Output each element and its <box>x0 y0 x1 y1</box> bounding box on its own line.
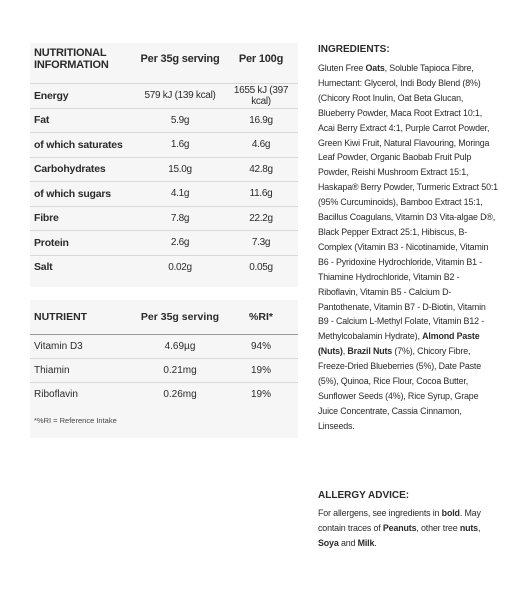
nutrient-per-100g: 16.9g <box>249 114 273 126</box>
nutrition-header-per-serving: Per 35g serving <box>140 53 220 65</box>
allergy-advice-section <box>318 490 498 551</box>
nutrient-per-100g: 7.3g <box>251 237 271 249</box>
nutrition-row-salt <box>30 255 298 280</box>
vitamin-ri: 19% <box>250 365 271 376</box>
allergy-text-segment: For allergens, see ingredients in <box>318 508 442 518</box>
ingredients-section <box>318 44 498 434</box>
nutrient-name: Fibre <box>34 212 59 225</box>
nutrient-name: Carbohydrates <box>34 163 106 176</box>
nutrient-per-serving: 15.0g <box>168 163 192 175</box>
vitamin-per-serving: 0.26mg <box>163 389 197 400</box>
allergy-text-segment: , other tree <box>416 522 460 533</box>
vitamin-row-d3 <box>30 334 298 358</box>
ingredients-title: INGREDIENTS: <box>318 44 390 55</box>
nutrition-header-label: NUTRITIONAL INFORMATION <box>34 47 109 71</box>
nutrient-per-100g: 22.2g <box>249 212 273 224</box>
nutrition-table-bottom-spacer <box>30 279 298 287</box>
vitamin-row-thiamin <box>30 358 298 382</box>
vitamins-table-header <box>30 300 298 334</box>
nutrient-name: Protein <box>34 236 69 249</box>
nutrient-per-100g: 4.6g <box>251 139 271 151</box>
vitamin-per-serving: 0.21mg <box>163 365 197 376</box>
nutrition-header-per-100g: Per 100g <box>238 53 284 65</box>
vitamins-header-label: NUTRIENT <box>34 311 88 323</box>
nutrition-table <box>30 43 298 287</box>
ingredient-text-segment: , Soluble Tapioca Fibre, Humectant: Glycerol, Indi Body Blend (8%) (Chicory Root Inulin, Oat Beta Glucan, Blueberry Powder, Maca Root Extract 10:1, Acai Berry Extract 4:1, Purple Carrot Powder, Green Kiwi Fruit, Natural Flavouring, Moringa Leaf Powder, Organic Baobab Fruit Pulp Powder, Reishi Mushroom Extract 15:1, Haskapa® Berry Powder, Turmeric Extract 50:1 (95% Curcuminoids), Bamboo Extract 15:1, Bacillus Coagulans, Vitamin D3 Vita-algae D®, Black Pepper Extract 25:1, Hibiscus, B-Complex (Vitamin B3 - Nicotinamide, Vitamin B6 - Pyridoxine Hydrochloride, Vitamin B1 - Thiamine Hydrochloride, Vitamin B2 -Riboflavin, Vitamin B5 - Calcium D-Pantothenate, Vitamin B7 - D-Biotin, Vitamin B9 - Calcium L-Methyl Folate, Vitamin B12 - Methylcobalamin Hydrate), <box>318 63 498 342</box>
nutrient-name: Salt <box>34 261 53 274</box>
nutrient-per-100g: 11.6g <box>249 188 273 200</box>
nutrition-row-saturates <box>30 132 298 157</box>
nutrition-row-fibre <box>30 206 298 231</box>
nutrient-name: of which sugars <box>34 187 111 200</box>
ingredient-allergen: Almond Paste (Nuts) <box>318 331 480 357</box>
allergy-emphasis: Peanuts <box>382 522 417 533</box>
vitamin-name: Thiamin <box>34 365 70 376</box>
nutrient-per-serving: 4.1g <box>170 188 190 200</box>
nutrient-name: Fat <box>34 114 50 127</box>
nutrient-per-100g: 0.05g <box>249 261 273 273</box>
allergy-text-segment: , <box>477 522 481 533</box>
nutrient-per-serving: 7.8g <box>170 212 190 224</box>
nutrient-per-100g: 42.8g <box>249 163 273 175</box>
ingredient-allergen: Brazil Nuts <box>347 346 393 357</box>
nutrient-per-serving: 0.02g <box>168 261 192 273</box>
reference-intake-footnote: *%RI = Reference Intake <box>34 416 117 425</box>
vitamins-table <box>30 300 298 438</box>
nutrient-per-serving: 1.6g <box>170 139 190 151</box>
vitamin-row-riboflavin <box>30 382 298 406</box>
nutrient-per-100g: 1655 kJ (397 kcal) <box>233 84 289 107</box>
nutrient-per-serving: 2.6g <box>170 237 190 249</box>
nutrient-name: Energy <box>34 89 69 102</box>
nutrition-table-header <box>30 43 298 83</box>
ingredient-allergen: Oats <box>365 63 385 73</box>
vitamins-header-ri: %RI* <box>249 311 273 323</box>
vitamin-ri: 94% <box>250 341 271 352</box>
allergy-text-segment: . <box>374 537 377 548</box>
allergy-text-segment: . May contain traces of <box>318 508 481 533</box>
allergy-emphasis: nuts <box>459 522 478 533</box>
vitamin-name: Riboflavin <box>34 389 78 400</box>
vitamin-name: Vitamin D3 <box>34 341 83 352</box>
nutrition-row-fat <box>30 108 298 133</box>
nutrient-name: of which saturates <box>34 138 123 151</box>
allergy-emphasis: bold <box>441 508 460 518</box>
ingredients-text <box>318 61 498 434</box>
allergy-text-segment: and <box>338 537 358 548</box>
nutrition-row-carbohydrates <box>30 157 298 182</box>
ingredient-text-segment: (7%), Chicory Fibre, Freeze-Dried Blueberries (5%), Date Paste (5%), Quinoa, Rice Flour, Cocoa Butter, Sunflower Seeds (4%), Rice Syrup, Grape Juice Concentrate, Cassia Cinnamon, Linseeds. <box>318 346 482 431</box>
ingredient-text-segment: Gluten Free <box>318 63 366 73</box>
nutrition-row-protein <box>30 230 298 255</box>
nutrient-per-serving: 579 kJ (139 kcal) <box>144 90 216 102</box>
vitamins-header-per-serving: Per 35g serving <box>140 311 220 323</box>
nutrition-row-sugars <box>30 181 298 206</box>
nutrition-row-energy <box>30 83 298 108</box>
ingredient-text-segment: , <box>342 346 348 357</box>
allergy-advice-title: ALLERGY ADVICE: <box>318 490 410 501</box>
allergy-emphasis: Soya <box>318 537 339 548</box>
allergy-advice-text <box>318 506 498 551</box>
vitamin-per-serving: 4.69µg <box>164 341 196 352</box>
vitamin-ri: 19% <box>250 389 271 400</box>
allergy-emphasis: Milk <box>357 537 375 548</box>
nutrient-per-serving: 5.9g <box>170 114 190 126</box>
